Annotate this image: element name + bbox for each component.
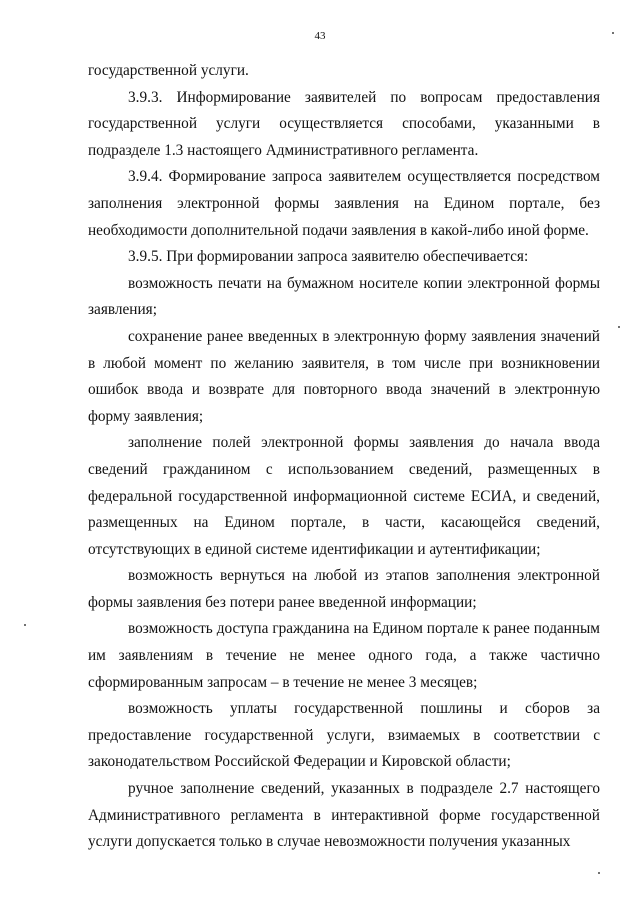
list-item-autofill: заполнение полей электронной формы заявления до начала ввода сведений гражданином с использованием сведений, размещенных в федеральной государственной информационной системе ЕСИА, и сведений, размещенных на Едином портале, в части, касающейся сведений, отсутствующих в единой системе идентификации и аутентификации; (88, 434, 600, 558)
list-item-save: сохранение ранее введенных в электронную форму заявления значений в любой момент по желанию заявителя, в том числе при возникновении ошибок ввода и возврате для повторного ввода значений в электронную форму заявления; (88, 327, 600, 425)
scan-speck (598, 872, 600, 874)
list-item-return: возможность вернуться на любой из этапов заполнения электронной формы заявления без потери ранее введенной информации; (88, 567, 600, 611)
paragraph-3-9-3: 3.9.3. Информирование заявителей по вопросам предоставления государственной услуги осуществляется способами, указанными в подразделе 1.3 настоящего Административного регламента. (88, 88, 600, 159)
page-number: 43 (314, 30, 326, 42)
paragraph-3-9-5: 3.9.5. При формировании запроса заявителю обеспечивается: (128, 248, 529, 266)
scan-speck (612, 32, 614, 34)
list-item-payment: возможность уплаты государственной пошлины и сборов за предоставление государственной услуги, взимаемых в соответствии с законодательством Российской Федерации и Кировской области; (88, 700, 600, 771)
list-item-print: возможность печати на бумажном носителе копии электронной формы заявления; (88, 274, 600, 319)
scan-speck (24, 624, 26, 626)
paragraph-3-9-4: 3.9.4. Формирование запроса заявителем осуществляется посредством заполнения электронной формы заявления на Едином портале, без необходимости дополнительной подачи заявления в какой-либо иной форме. (88, 168, 600, 239)
list-item-access: возможность доступа гражданина на Едином портале к ранее поданным им заявлениям в течение не менее одного года, а также частично сформированным запросам – в течение не менее 3 месяцев; (88, 620, 600, 691)
document-body (88, 58, 600, 856)
paragraph-continuation: государственной услуги. (88, 62, 249, 79)
scan-speck (618, 326, 620, 328)
paragraph-manual-fill: ручное заполнение сведений, указанных в подразделе 2.7 настоящего Административного регламента в интерактивной форме государственной услуги допускается только в случае невозможности получения указанных (88, 780, 600, 851)
